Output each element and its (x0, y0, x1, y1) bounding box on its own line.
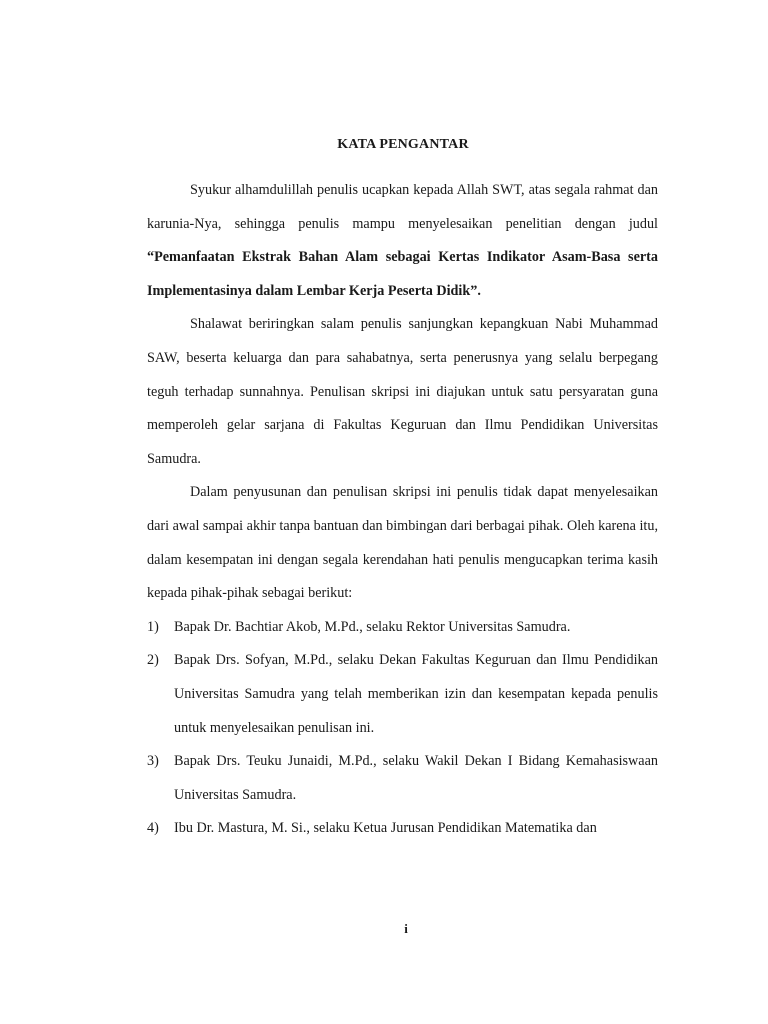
list-item (147, 745, 658, 812)
list-item-text: Bapak Drs. Teuku Junaidi, M.Pd., selaku Wakil Dekan I Bidang Kemahasiswaan Universitas Samudra. (174, 753, 658, 803)
list-item-number: 2) (147, 652, 159, 669)
paragraph-shalawat (147, 308, 658, 476)
list-item-text: Bapak Drs. Sofyan, M.Pd., selaku Dekan Fakultas Keguruan dan Ilmu Pendidikan Universitas Samudra yang telah memberikan izin dan kesempatan kepada penulis untuk menyelesaikan penulisan ini. (174, 652, 658, 736)
paragraph-opening (147, 174, 658, 308)
list-item (147, 644, 658, 745)
research-title: “Pemanfaatan Ekstrak Bahan Alam sebagai Kertas Indikator Asam-Basa serta Implementasinya dalam Lembar Kerja Peserta Didik”. (147, 249, 658, 299)
list-item-number: 3) (147, 753, 159, 770)
list-item-text: Ibu Dr. Mastura, M. Si., selaku Ketua Jurusan Pendidikan Matematika dan (174, 820, 597, 837)
page-number: i (404, 921, 408, 936)
list-item (147, 611, 658, 645)
page-title: KATA PENGANTAR (337, 137, 469, 152)
list-item-text: Bapak Dr. Bachtiar Akob, M.Pd., selaku Rektor Universitas Samudra. (174, 618, 571, 635)
paragraph-text: Dalam penyusunan dan penulisan skripsi ini penulis tidak dapat menyelesaikan dari awal sampai akhir tanpa bantuan dan bimbingan dari berbagai pihak. Oleh karena itu, dalam kesempatan ini dengan segala kerendahan hati penulis mengucapkan terima kasih kepada pihak-pihak sebagai berikut: (147, 484, 658, 602)
paragraph-text: Syukur alhamdulillah penulis ucapkan kepada Allah SWT, atas segala rahmat dan karunia-Nya, sehingga penulis mampu menyelesaikan penelitian dengan judul (147, 182, 658, 232)
document-body (147, 174, 658, 846)
paragraph-text: Shalawat beriringkan salam penulis sanjungkan kepangkuan Nabi Muhammad SAW, beserta keluarga dan para sahabatnya, serta penerusnya yang selalu berpegang teguh terhadap sunnahnya. Penulisan skripsi ini diajukan untuk satu persyaratan guna memperoleh gelar sarjana di Fakultas Keguruan dan Ilmu Pendidikan Universitas Samudra. (147, 316, 658, 467)
paragraph-acknowledgement (147, 476, 658, 610)
acknowledgement-list (147, 611, 658, 846)
list-item (147, 812, 658, 846)
list-item-number: 1) (147, 618, 159, 635)
list-item-number: 4) (147, 820, 159, 837)
